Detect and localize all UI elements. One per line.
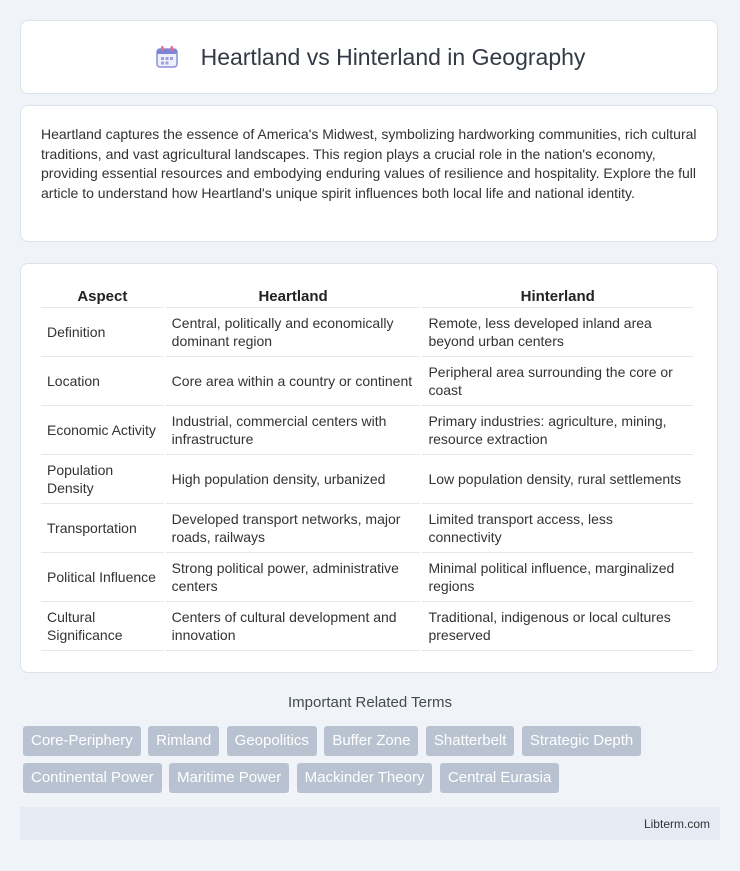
aspect-cell: Location: [41, 357, 164, 406]
related-terms-list: [23, 726, 723, 800]
aspect-cell: Transportation: [41, 504, 164, 553]
hinterland-cell: Limited transport access, less connectivity: [422, 504, 693, 553]
tag-continental-power[interactable]: Continental Power: [23, 763, 162, 793]
aspect-cell: Cultural Significance: [41, 602, 164, 651]
heartland-cell: Centers of cultural development and innovation: [166, 602, 421, 651]
hinterland-cell: Peripheral area surrounding the core or coast: [422, 357, 693, 406]
tag-core-periphery[interactable]: Core-Periphery: [23, 726, 141, 756]
hinterland-cell: Minimal political influence, marginalized regions: [422, 553, 693, 602]
tag-central-eurasia[interactable]: Central Eurasia: [440, 763, 559, 793]
hinterland-cell: Low population density, rural settlements: [422, 455, 693, 504]
hinterland-cell: Primary industries: agriculture, mining, resource extraction: [422, 406, 693, 455]
table-row: [41, 308, 693, 357]
intro-card: [20, 105, 718, 242]
hinterland-cell: Traditional, indigenous or local cultures preserved: [422, 602, 693, 651]
table-row: [41, 406, 693, 455]
heartland-cell: Core area within a country or continent: [166, 357, 421, 406]
tag-geopolitics[interactable]: Geopolitics: [227, 726, 317, 756]
heartland-cell: Strong political power, administrative centers: [166, 553, 421, 602]
page-title: Heartland vs Hinterland in Geography: [200, 43, 586, 70]
heartland-cell: Industrial, commercial centers with infrastructure: [166, 406, 421, 455]
comparison-table: [39, 284, 695, 651]
heartland-cell: Developed transport networks, major roads, railways: [166, 504, 421, 553]
table-row: [41, 602, 693, 651]
table-row: [41, 553, 693, 602]
aspect-cell: Political Influence: [41, 553, 164, 602]
table-header-row: [41, 284, 693, 308]
table-row: [41, 455, 693, 504]
tag-strategic-depth[interactable]: Strategic Depth: [522, 726, 641, 756]
intro-text: Heartland captures the essence of America's Midwest, symbolizing hardworking communities, rich cultural traditions, and vast agricultural landscapes. This region plays a crucial role in the nation's economy, providing essential resources and embodying enduring values of resilience and hospitality. Explore the full article to understand how Heartland's unique spirit influences both local life and national identity.: [41, 126, 697, 201]
title-card: [20, 20, 718, 94]
heartland-cell: High population density, urbanized: [166, 455, 421, 504]
heartland-cell: Central, politically and economically dominant region: [166, 308, 421, 357]
column-header-heartland: Heartland: [166, 284, 421, 308]
aspect-cell: Population Density: [41, 455, 164, 504]
aspect-cell: Definition: [41, 308, 164, 357]
related-terms-heading: Important Related Terms: [288, 694, 452, 711]
tag-buffer-zone[interactable]: Buffer Zone: [324, 726, 418, 756]
column-header-aspect: Aspect: [41, 284, 164, 308]
column-header-hinterland: Hinterland: [422, 284, 693, 308]
tag-rimland[interactable]: Rimland: [148, 726, 219, 756]
calendar-icon: [153, 43, 181, 71]
footer-site-link[interactable]: Libterm.com: [643, 817, 710, 831]
tag-maritime-power[interactable]: Maritime Power: [169, 763, 289, 793]
aspect-cell: Economic Activity: [41, 406, 164, 455]
tag-mackinder-theory[interactable]: Mackinder Theory: [297, 763, 433, 793]
comparison-card: [20, 263, 718, 673]
footer: [20, 807, 720, 840]
hinterland-cell: Remote, less developed inland area beyond urban centers: [422, 308, 693, 357]
table-row: [41, 504, 693, 553]
tag-shatterbelt[interactable]: Shatterbelt: [426, 726, 515, 756]
table-row: [41, 357, 693, 406]
